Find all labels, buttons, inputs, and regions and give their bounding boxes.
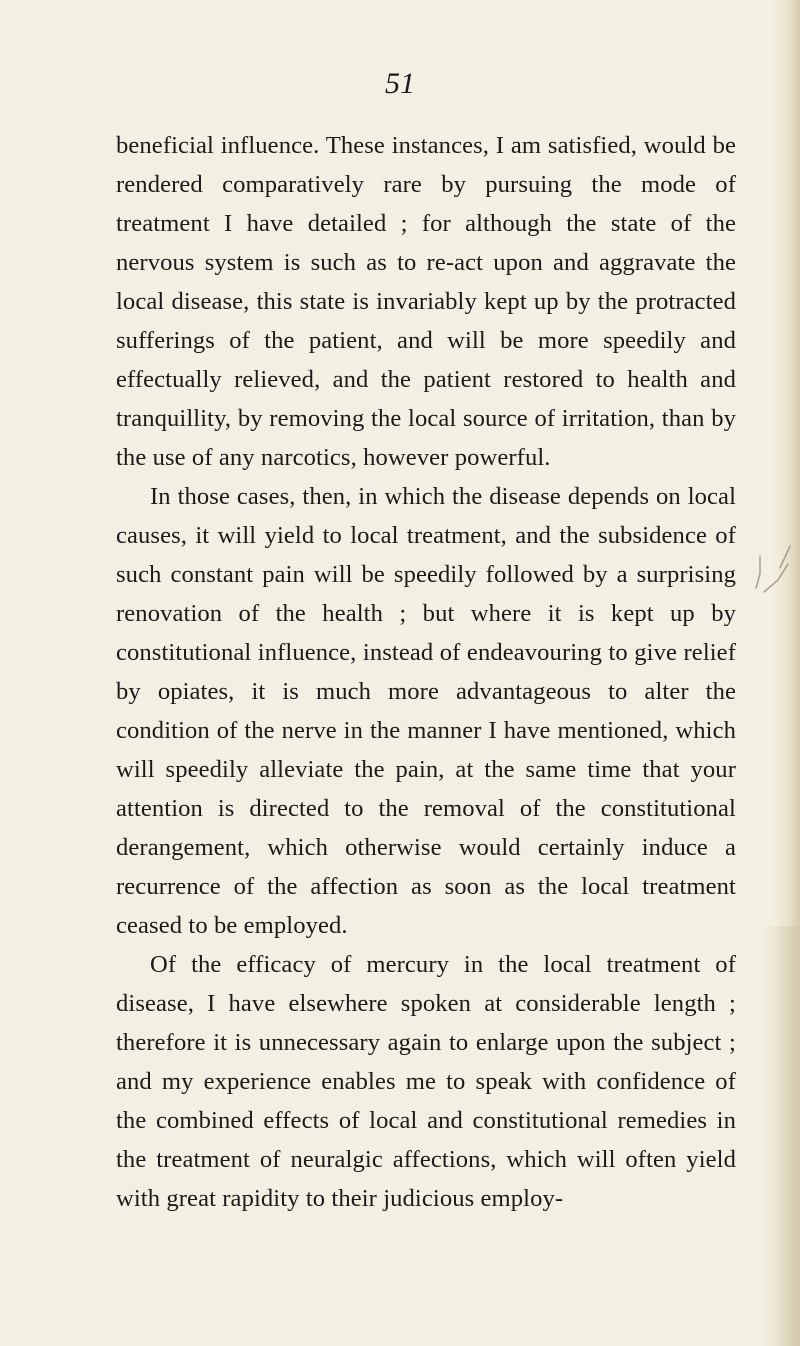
paragraph-1: beneficial influence. These instances, I am satisfied, would be rendered comparatively rare by pursuing the mode of treatment I have detailed ; for although the state of the nervous system is such as to re-act upon and aggravate the local disease, this state is invariably kept up by the protracted sufferings of the patient, and will be more speedily and effectually relieved, and the patient restored to health and tranquillity, by removing the local source of irritation, than by the use of any narcotics, however powerful. [116, 132, 736, 471]
body-text [116, 126, 736, 1218]
margin-pencil-mark [752, 540, 792, 620]
page-number: 51 [385, 67, 415, 100]
paragraph-2: In those cases, then, in which the disease depends on local causes, it will yield to local treatment, and the subsidence of such constant pain will be speedily followed by a surprising renovation of the health ; but where it is kept up by constitutional influence, instead of endeavouring to give relief by opiates, it is much more advantageous to alter the condition of the nerve in the manner I have mentioned, which will speedily alleviate the pain, at the same time that your attention is directed to the removal of the constitutional derangement, which otherwise would certainly induce a recurrence of the affection as soon as the local treatment ceased to be employed. [116, 483, 736, 939]
paragraph-3: Of the efficacy of mercury in the local treatment of disease, I have elsewhere spoken at considerable length ; therefore it is unnecessary again to enlarge upon the subject ; and my experience enables me to speak with confidence of the combined effects of local and constitutional remedies in the treatment of neuralgic affections, which will often yield with great rapidity to their judicious employ- [116, 951, 736, 1212]
page-corner-shadow [760, 926, 800, 1346]
